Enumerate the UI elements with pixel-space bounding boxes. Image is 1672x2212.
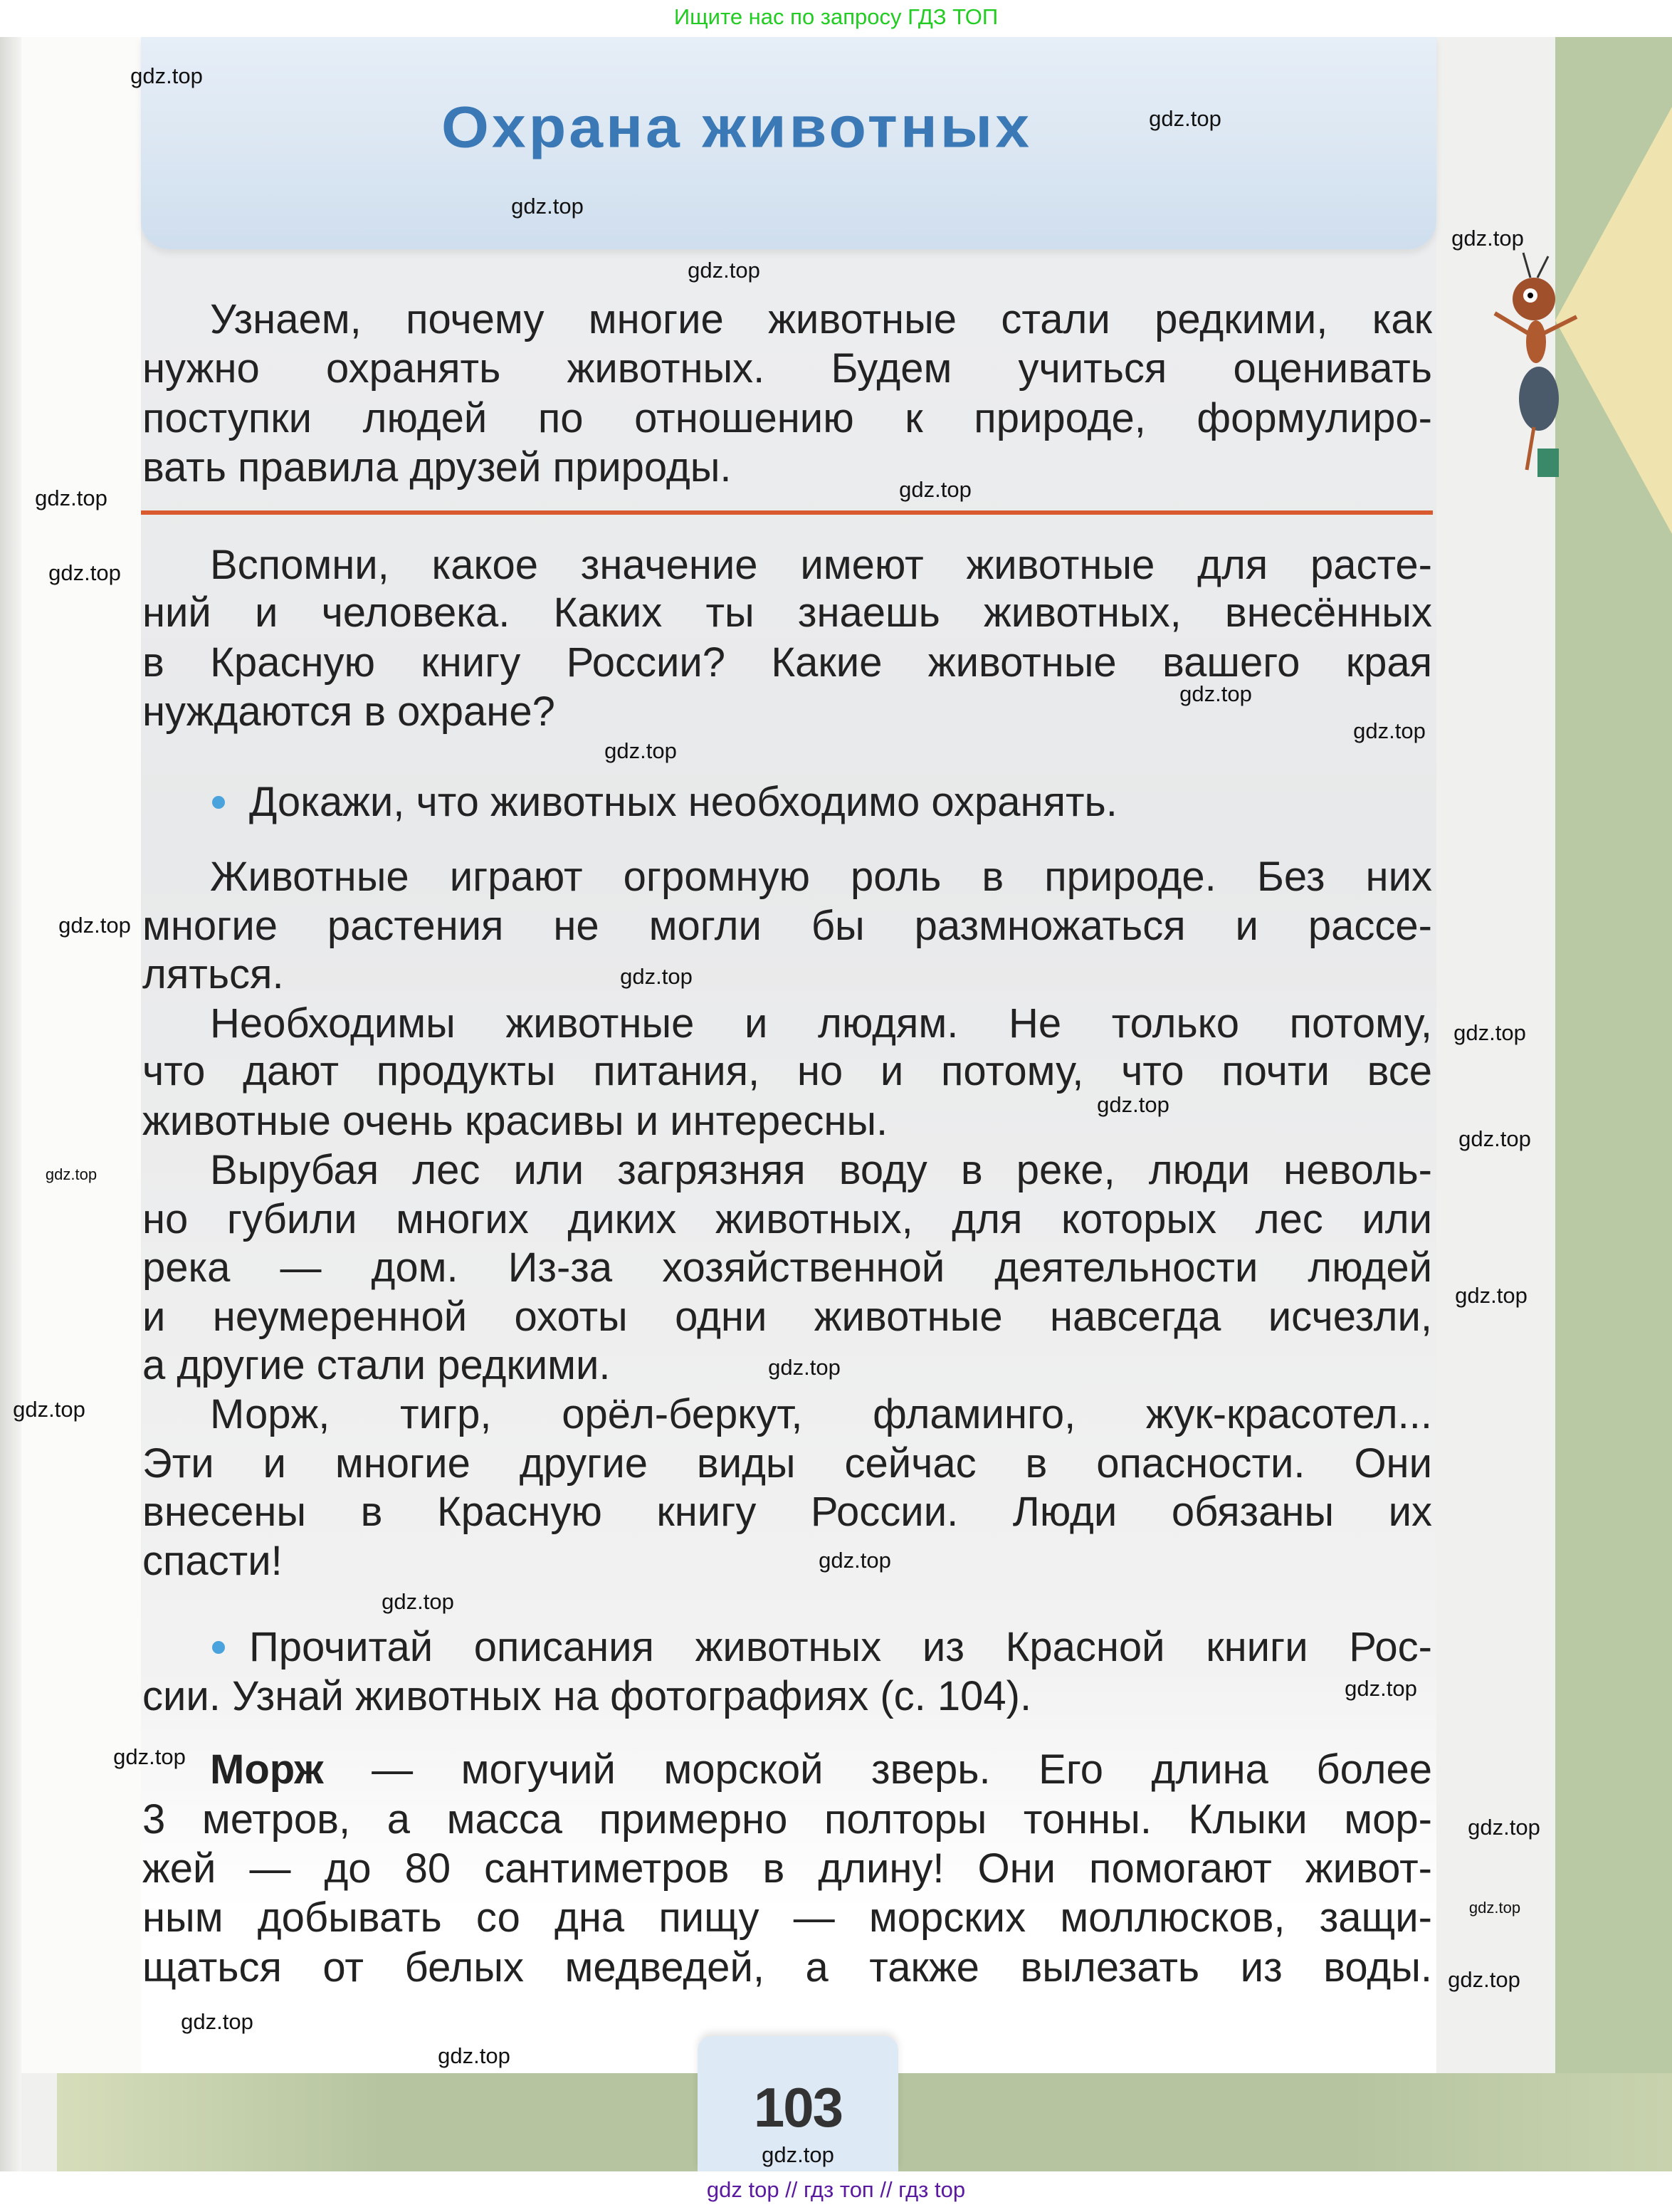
recall-question-line: Вспомни, какое значение имеют животные для расте- [210, 542, 1432, 588]
intro-line: вать правила друзей природы. [142, 444, 732, 491]
walrus-description-line: ным добывать со дна пищу — морских моллюсков, защи- [142, 1894, 1432, 1941]
watermark-text: gdz.top [438, 2043, 510, 2068]
bullet-icon [212, 1641, 225, 1654]
walrus-description-line: щаться от белых медведей, а также вылезать из воды. [142, 1944, 1432, 1991]
paragraph-line: Необходимы животные и людям. Не только потому, [210, 1000, 1432, 1047]
paragraph-line: Вырубая лес или загрязняя воду в реке, люди неволь- [210, 1147, 1432, 1193]
watermark-text: gdz.top [1453, 1020, 1526, 1045]
intro-line: Узнаем, почему многие животные стали редкими, как [210, 296, 1432, 342]
paragraph-line: Животные играют огромную роль в природе. Без них [210, 854, 1432, 900]
recall-question-line: нуждаются в охране? [142, 688, 555, 735]
watermark-text: gdz.top [181, 2009, 253, 2034]
intro-line: поступки людей по отношению к природе, формулиро- [142, 395, 1432, 441]
watermark-text: gdz.top [1455, 1283, 1528, 1308]
paragraph-line: но губили многих диких животных, для которых лес или [142, 1196, 1432, 1242]
watermark-text: gdz.top [1179, 681, 1252, 706]
bullet-icon [212, 796, 225, 809]
watermark-text: gdz.top [762, 2142, 834, 2167]
watermark-text: gdz.top [1353, 718, 1426, 743]
watermark-text: gdz.top [1458, 1126, 1531, 1151]
ant-mascot-icon [1481, 249, 1587, 484]
watermark-text: gdz.top [13, 1397, 85, 1422]
intro-line: нужно охранять животных. Будем учиться оценивать [142, 345, 1432, 392]
bottom-banner-text: gdz top // гдз топ // гдз top [706, 2177, 966, 2202]
paragraph-line: а другие стали редкими. [142, 1342, 611, 1388]
watermark-text: gdz.top [45, 1165, 98, 1183]
walrus-description-line: жей — до 80 сантиметров в длину! Они помогают живот- [142, 1845, 1432, 1892]
page-title: Охрана животных [441, 95, 1033, 160]
watermark-text: gdz.top [1468, 1899, 1521, 1917]
walrus-description-line [210, 1745, 1432, 1794]
watermark-text: gdz.top [382, 1589, 454, 1614]
top-banner-text: Ищите нас по запросу ГДЗ ТОП [673, 4, 999, 29]
paragraph-line: и неумеренной охоты одни животные навсегда исчезли, [142, 1294, 1432, 1340]
watermark-text: gdz.top [130, 63, 203, 88]
paragraph-line: внесены в Красную книгу России. Люди обязаны их [142, 1489, 1432, 1535]
watermark-text: gdz.top [688, 258, 760, 283]
paragraph-line: многие растения не могли бы размножаться и рассе- [142, 903, 1432, 949]
top-banner [0, 0, 1672, 37]
watermark-text: gdz.top [35, 486, 107, 510]
paragraph-line: спасти! [142, 1538, 283, 1584]
bottom-banner [0, 2171, 1672, 2212]
book-gutter [0, 37, 21, 2171]
task-read-line: Прочитай описания животных из Красной книги Рос- [249, 1624, 1432, 1670]
watermark-text: gdz.top [1468, 1815, 1540, 1840]
watermark-text: gdz.top [1149, 106, 1221, 131]
paragraph-line: Морж, тигр, орёл-беркут, фламинго, жук-красотел... [210, 1391, 1432, 1437]
watermark-text: gdz.top [113, 1744, 186, 1769]
page-number: 103 [753, 2076, 843, 2139]
watermark-text: gdz.top [604, 738, 677, 763]
paragraph-line: животные очень красивы и интересны. [142, 1098, 888, 1144]
paragraph-line: река — дом. Из-за хозяйственной деятельности людей [142, 1244, 1432, 1291]
watermark-text: gdz.top [1097, 1092, 1169, 1117]
paragraph-line: Эти и многие другие виды сейчас в опасности. Они [142, 1440, 1432, 1487]
walrus-name: Морж [210, 1746, 324, 1793]
watermark-text: gdz.top [58, 913, 131, 938]
watermark-text: gdz.top [1345, 1676, 1417, 1701]
watermark-text: gdz.top [511, 194, 584, 219]
watermark-text: gdz.top [48, 560, 121, 585]
watermark-text: gdz.top [1448, 1967, 1520, 1992]
task-prove-line: Докажи, что животных необходимо охранять. [249, 779, 1118, 825]
walrus-description-line: 3 метров, а масса примерно полторы тонны. Клыки мор- [142, 1796, 1432, 1843]
watermark-text: gdz.top [768, 1355, 841, 1380]
walrus-text: — могучий морской зверь. Его длина более [323, 1746, 1432, 1793]
recall-question-line: в Красную книгу России? Какие животные вашего края [142, 639, 1432, 686]
orange-divider [141, 510, 1433, 515]
watermark-text: gdz.top [899, 477, 972, 502]
watermark-text: gdz.top [1451, 226, 1524, 251]
watermark-text: gdz.top [819, 1548, 891, 1573]
task-read-line: сии. Узнай животных на фотографиях (с. 104). [142, 1673, 1032, 1719]
paragraph-line: что дают продукты питания, но и потому, что почти все [142, 1048, 1432, 1094]
recall-question-line: ний и человека. Каких ты знаешь животных, внесённых [142, 589, 1432, 636]
paragraph-line: ляться. [142, 951, 284, 997]
watermark-text: gdz.top [620, 964, 693, 989]
